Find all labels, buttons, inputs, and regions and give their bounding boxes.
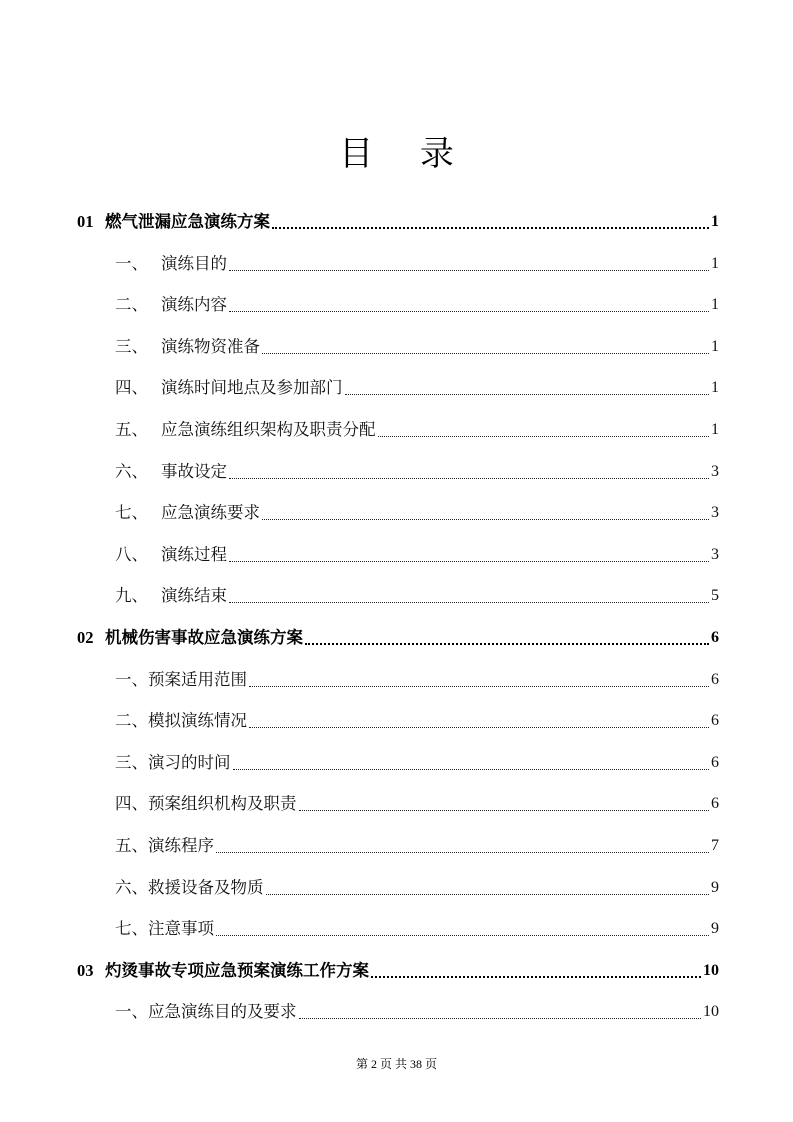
toc-section-entry[interactable] (115, 916, 719, 942)
toc-dot-leader (249, 726, 709, 728)
toc-page-number: 1 (711, 379, 719, 397)
toc-entry-title: 模拟演练情况 (148, 711, 247, 731)
toc-page-number: 1 (711, 296, 719, 314)
toc-entry-title: 注意事项 (148, 919, 214, 939)
toc-dot-leader (266, 893, 710, 895)
toc-page-number: 1 (711, 213, 719, 230)
toc-page-number: 3 (711, 504, 719, 522)
toc-dot-leader (229, 310, 709, 312)
toc-section-entry[interactable] (115, 334, 719, 360)
toc-entry-title: 演练目的 (161, 253, 227, 273)
toc-section-marker: 一、 (115, 253, 148, 273)
toc-page-number: 1 (711, 337, 719, 355)
toc-entry-title: 燃气泄漏应急演练方案 (105, 212, 270, 231)
toc-entry-title: 演练内容 (161, 295, 227, 315)
toc-section-marker: 七、 (115, 919, 148, 939)
toc-chapter-entry[interactable] (77, 209, 719, 235)
toc-section-entry[interactable] (115, 500, 719, 526)
toc-section-entry[interactable] (115, 583, 719, 609)
toc-entry-title: 演练程序 (148, 836, 214, 855)
toc-section-marker: 五、 (115, 836, 148, 855)
toc-section-marker: 三、 (115, 336, 148, 356)
toc-page-number: 5 (711, 587, 719, 605)
toc-dot-leader (216, 934, 709, 936)
toc-dot-leader (229, 269, 709, 271)
toc-entry-title: 预案适用范围 (148, 669, 247, 689)
toc-section-entry[interactable] (115, 251, 719, 277)
toc-section-entry[interactable] (115, 708, 719, 734)
toc-page-number: 7 (711, 837, 719, 854)
toc-page-number: 6 (711, 753, 719, 771)
toc-dot-leader (378, 435, 710, 437)
toc-page-number: 6 (711, 670, 719, 688)
toc-page-number: 10 (703, 961, 719, 979)
toc-section-marker: 四、 (115, 378, 148, 398)
toc-entry-title: 救援设备及物质 (148, 877, 264, 897)
toc-entry-title: 演练时间地点及参加部门 (161, 378, 343, 398)
toc-dot-leader (262, 518, 709, 520)
toc-section-entry[interactable] (115, 750, 719, 776)
toc-section-marker: 六、 (115, 877, 148, 897)
toc-section-marker: 二、 (115, 711, 148, 731)
toc-entry-title: 应急演练组织架构及职责分配 (161, 420, 376, 439)
toc-section-marker: 七、 (115, 503, 148, 523)
toc-dot-leader (371, 975, 701, 978)
toc-entry-title: 演练过程 (161, 544, 227, 564)
toc-entry-title: 灼烫事故专项应急预案演练工作方案 (105, 960, 369, 980)
toc-dot-leader (299, 809, 710, 811)
toc-section-entry[interactable] (115, 417, 719, 443)
toc-section-entry[interactable] (115, 875, 719, 901)
toc-section-marker: 一、 (115, 1002, 148, 1022)
toc-chapter-number: 03 (77, 960, 94, 980)
toc-page-number: 6 (711, 712, 719, 730)
page-footer: 第 2 页 共 38 页 (355, 1057, 437, 1071)
toc-entry-title: 事故设定 (161, 461, 227, 481)
toc-page-number: 3 (711, 462, 719, 480)
toc-page-number: 1 (711, 421, 719, 438)
toc-entry-title: 应急演练要求 (161, 503, 260, 523)
toc-section-marker: 五、 (115, 420, 148, 439)
toc-dot-leader (262, 352, 709, 354)
toc-dot-leader (233, 768, 710, 770)
toc-entry-title: 预案组织机构及职责 (148, 794, 297, 814)
toc-page-number: 6 (711, 795, 719, 813)
toc-dot-leader (305, 642, 709, 645)
toc-dot-leader (229, 560, 709, 562)
toc-page-number: 1 (711, 254, 719, 272)
toc-dot-leader (216, 851, 709, 853)
toc-section-entry[interactable] (115, 791, 719, 817)
toc-entry-title: 机械伤害事故应急演练方案 (105, 628, 303, 647)
toc-section-marker: 八、 (115, 544, 148, 564)
toc-section-marker: 九、 (115, 586, 148, 606)
toc-entry-title: 演习的时间 (148, 752, 231, 772)
toc-dot-leader (229, 601, 709, 603)
toc-entry-title: 演练结束 (161, 586, 227, 606)
toc-dot-leader (229, 477, 709, 479)
page-title: 目 录 (339, 134, 472, 174)
toc-chapter-number: 02 (77, 628, 94, 647)
toc-section-entry[interactable] (115, 542, 719, 568)
toc-dot-leader (299, 1017, 702, 1019)
toc-page-number: 10 (703, 1003, 719, 1021)
toc-page-number: 9 (711, 920, 719, 938)
toc-dot-leader (272, 226, 709, 229)
toc-dot-leader (345, 393, 710, 395)
toc-entry-title: 演练物资准备 (161, 336, 260, 356)
toc-section-marker: 四、 (115, 794, 148, 814)
toc-section-entry[interactable] (115, 833, 719, 859)
toc-page-number: 9 (711, 878, 719, 896)
toc-chapter-number: 01 (77, 212, 94, 231)
toc-section-marker: 一、 (115, 669, 148, 689)
toc-section-entry[interactable] (115, 292, 719, 318)
toc-entry-title: 应急演练目的及要求 (148, 1002, 297, 1022)
toc-section-entry[interactable] (115, 999, 719, 1025)
toc-section-entry[interactable] (115, 375, 719, 401)
toc-section-entry[interactable] (115, 459, 719, 485)
toc-section-marker: 三、 (115, 752, 148, 772)
toc-dot-leader (249, 685, 709, 687)
toc-page-number: 6 (711, 629, 719, 646)
toc-chapter-entry[interactable] (77, 625, 719, 651)
toc-section-entry[interactable] (115, 667, 719, 693)
toc-section-marker: 六、 (115, 461, 148, 481)
toc-page-number: 3 (711, 545, 719, 563)
toc-section-marker: 二、 (115, 295, 148, 315)
toc-chapter-entry[interactable] (77, 958, 719, 984)
